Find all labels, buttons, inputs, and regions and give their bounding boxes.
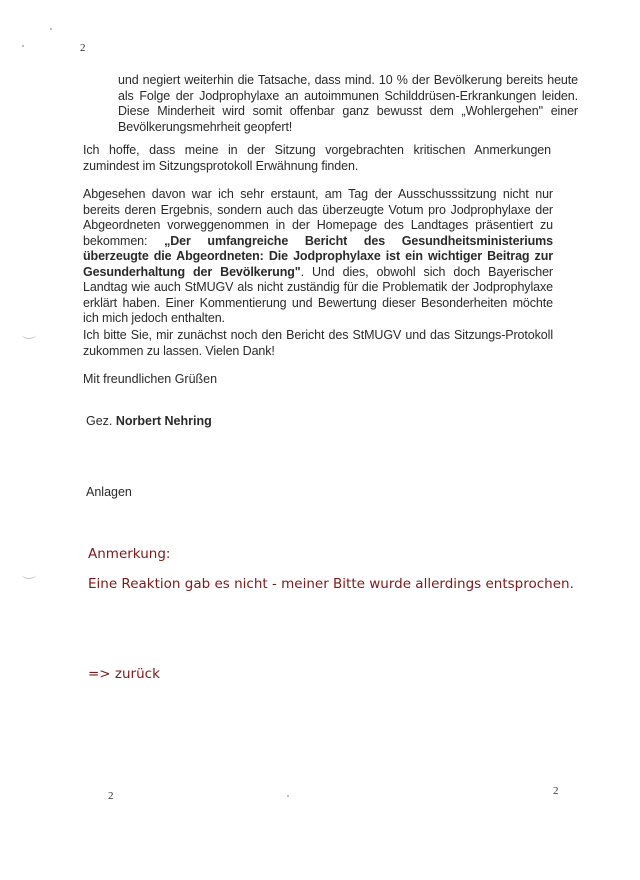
scan-speck — [287, 795, 289, 797]
signature-line — [86, 414, 212, 428]
closing-greeting: Mit freundlichen Grüßen — [83, 372, 218, 386]
quoted-paragraph: und negiert weiterhin die Tatsache, dass mind. 10 % der Bevölkerung bereits heute als Folge der Jodprophylaxe an autoimmunen Schilddrüsen-Erkrankungen leiden. Diese Minderheit wird somit offenbar ganz bewusst dem „Wohlergehen" einer Bevölkerungsmehrheit geopfert! — [118, 73, 578, 134]
back-link[interactable]: => zurück — [88, 666, 160, 682]
paragraph-hope: Ich hoffe, dass meine in der Sitzung vorgebrachten kritischen Anmerkungen zumindest im Sitzungsprotokoll Erwähnung finden. — [83, 143, 551, 173]
page-number-top: 2 — [80, 42, 86, 54]
signed-prefix: Gez. — [86, 414, 116, 428]
landtag-quote-bold: „Der umfangreiche Bericht des Gesundheitsministeriums überzeugte die Abgeordneten: Die Jodprophylaxe ist ein wichtiger Beitrag zur Gesunderhaltung der Bevölkerung" — [83, 233, 554, 279]
page-number-bottom-left: 2 — [108, 790, 114, 802]
punch-hole-mark — [22, 330, 36, 339]
note-heading: Anmerkung: — [88, 546, 171, 562]
paragraph-astonished-start: Abgesehen davon war ich sehr erstaunt, am Tag der Ausschusssitzung nicht nur bereits deren Ergebnis, sondern auch das überzeugte Votum pro Jodprophylaxe der Abgeordneten vorweggenommen in der Homepage des Landtages präsentiert zu bekommen: — [83, 187, 553, 248]
punch-hole-mark — [22, 570, 36, 579]
signer-name: Norbert Nehring — [115, 414, 212, 428]
paragraph-astonished — [83, 187, 553, 327]
scan-speck — [22, 45, 24, 47]
paragraph-astonished-end: . Und dies, obwohl sich doch Bayerischer Landtag wie auch StMUGV als nicht zuständig für die Problematik der Jodprophylaxe erklärt haben. Einer Kommentierung und Bewertung dieser Besonderheiten möchte ich mich jedoch enthalten. — [83, 264, 553, 325]
page-number-bottom-right: 2 — [553, 785, 559, 797]
attachments-label: Anlagen — [86, 485, 132, 499]
note-text: Eine Reaktion gab es nicht - meiner Bitte wurde allerdings entsprochen. — [88, 576, 574, 592]
paragraph-request: Ich bitte Sie, mir zunächst noch den Bericht des StMUGV und das Sitzungs-Protokoll zukommen zu lassen. Vielen Dank! — [83, 328, 553, 358]
scan-speck — [50, 28, 52, 30]
